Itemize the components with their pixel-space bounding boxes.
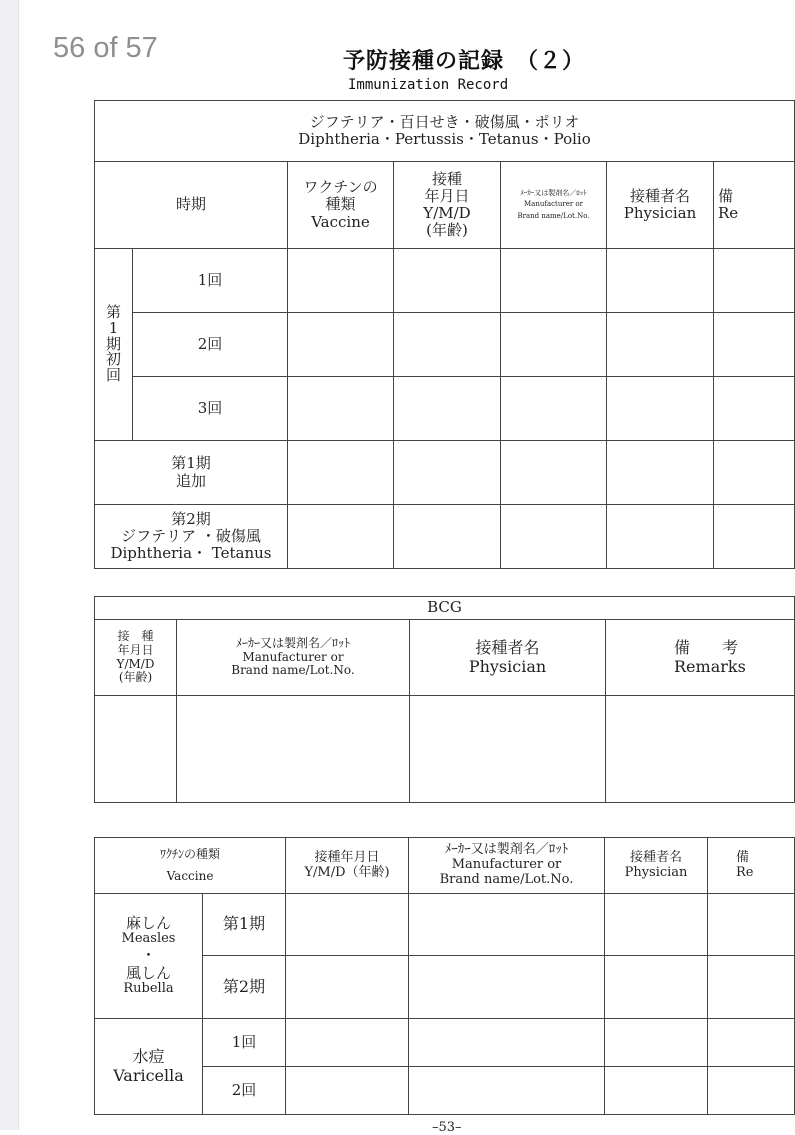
col-remarks-en: Re	[718, 204, 739, 222]
table-row	[95, 894, 795, 956]
mr-col-remarks-header	[708, 838, 795, 894]
col-remarks-ja: 備	[718, 186, 734, 205]
col-date-1: 接種	[431, 169, 462, 188]
dose-2-physician-cell[interactable]	[607, 313, 714, 377]
bcg-remarks-cell[interactable]	[606, 696, 795, 803]
mr-col-remarks-en: Re	[736, 864, 754, 880]
col-date-4: (年齢)	[426, 221, 468, 240]
mr-col-date-header	[286, 838, 409, 894]
dose-3-remarks-cell[interactable]	[714, 377, 795, 441]
dose-1-label: 1回	[133, 249, 288, 313]
page-number: –53–	[432, 1120, 462, 1135]
bcg-col-physician-en: Physician	[468, 656, 547, 676]
varicella-dose-1-label: 1回	[203, 1019, 286, 1067]
booster-date-cell[interactable]	[394, 441, 501, 505]
dpt-heading-ja: ジフテリア・百日せき・破傷風・ポリオ	[309, 112, 580, 131]
bcg-col-maker-header	[177, 620, 410, 696]
dose-3-vaccine-cell[interactable]	[288, 377, 394, 441]
booster-vaccine-cell[interactable]	[288, 441, 394, 505]
varicella-dose-1-date-cell[interactable]	[286, 1019, 409, 1067]
mr-col-physician-ja: 接種者名	[630, 849, 683, 865]
mr-col-physician-en: Physician	[624, 864, 688, 880]
col-remarks-header	[714, 162, 795, 249]
page-counter: 56 of 57	[53, 32, 158, 64]
page-title: 予防接種の記録 （２）	[343, 49, 586, 74]
dpt-heading-en: Diphtheria・Pertussis・Tetanus・Polio	[298, 130, 591, 148]
bcg-col-maker-en-1: Manufacturer or	[242, 649, 344, 664]
dose-1-physician-cell[interactable]	[607, 249, 714, 313]
bcg-col-date-3: Y/M/D	[116, 656, 155, 671]
mr-phase-2-maker-cell[interactable]	[409, 956, 605, 1019]
booster-physician-cell[interactable]	[607, 441, 714, 505]
phase1-char-3: 期	[105, 334, 121, 353]
mr-phase-2-date-cell[interactable]	[286, 956, 409, 1019]
booster-maker-cell[interactable]	[501, 441, 607, 505]
phase2-label-3: Diphtheria・ Tetanus	[110, 544, 272, 563]
measles-en: Measles	[121, 931, 176, 947]
mr-col-vaccine-ja: ﾜｸﾁﾝの種類	[160, 846, 221, 861]
mr-col-vaccine-en: Vaccine	[166, 868, 214, 883]
bcg-col-date-1: 接 種	[117, 628, 154, 643]
page-subtitle: Immunization Record	[348, 77, 509, 93]
dose-3-label: 3回	[133, 377, 288, 441]
bcg-col-physician-ja: 接種者名	[475, 638, 540, 658]
dpt-heading	[95, 101, 795, 162]
col-maker-en-1: Manufacturer or	[524, 200, 583, 209]
dose-2-maker-cell[interactable]	[501, 313, 607, 377]
col-maker-en-2: Brand name/Lot.No.	[517, 211, 590, 220]
bcg-col-maker-ja: ﾒｰｶｰ又は製剤名／ﾛｯﾄ	[235, 635, 350, 650]
varicella-dose-2-label: 2回	[203, 1067, 286, 1115]
booster-label	[95, 441, 288, 505]
dose-3-maker-cell[interactable]	[501, 377, 607, 441]
dose-2-vaccine-cell[interactable]	[288, 313, 394, 377]
phase2-vaccine-cell[interactable]	[288, 505, 394, 569]
mr-col-date-ja: 接種年月日	[314, 849, 380, 865]
phase1-char-1: 第	[105, 303, 121, 322]
rubella-ja: 風しん	[125, 963, 171, 982]
col-physician-header	[607, 162, 714, 249]
table-row	[95, 1019, 795, 1067]
bcg-col-date-2: 年月日	[117, 642, 154, 657]
varicella-dose-1-physician-cell[interactable]	[605, 1019, 708, 1067]
phase2-remarks-cell[interactable]	[714, 505, 795, 569]
measles-rubella-label	[95, 894, 203, 1019]
mr-phase-2-physician-cell[interactable]	[605, 956, 708, 1019]
dose-3-date-cell[interactable]	[394, 377, 501, 441]
phase1-initial-label	[95, 249, 133, 441]
col-physician-ja: 接種者名	[629, 186, 690, 205]
measles-rubella-separator: ・	[140, 946, 156, 965]
phase2-physician-cell[interactable]	[607, 505, 714, 569]
mr-phase-1-maker-cell[interactable]	[409, 894, 605, 956]
booster-remarks-cell[interactable]	[714, 441, 795, 505]
phase2-maker-cell[interactable]	[501, 505, 607, 569]
phase1-char-5: 回	[105, 366, 121, 385]
phase2-label-1: 第2期	[171, 509, 211, 528]
mr-col-vaccine-header	[95, 838, 286, 894]
varicella-dose-1-remarks-cell[interactable]	[708, 1019, 795, 1067]
dose-1-date-cell[interactable]	[394, 249, 501, 313]
varicella-ja: 水痘	[132, 1047, 165, 1067]
varicella-dose-1-maker-cell[interactable]	[409, 1019, 605, 1067]
col-date-2: 年月日	[424, 186, 470, 205]
booster-label-1: 第1期	[171, 454, 211, 473]
table-row	[95, 249, 795, 313]
mr-phase-1-physician-cell[interactable]	[605, 894, 708, 956]
bcg-col-remarks-ja: 備 考	[674, 638, 739, 658]
phase2-label-2: ジフテリア ・破傷風	[121, 526, 261, 545]
bcg-col-physician-header	[410, 620, 606, 696]
measles-ja: 麻しん	[125, 914, 171, 933]
mr-col-remarks-ja: 備	[736, 849, 750, 865]
table-row	[95, 377, 795, 441]
phase2-date-cell[interactable]	[394, 505, 501, 569]
col-maker-ja: ﾒｰｶｰ又は製剤名／ﾛｯﾄ	[520, 189, 587, 198]
varicella-dose-2-date-cell[interactable]	[286, 1067, 409, 1115]
col-vaccine-en: Vaccine	[311, 212, 370, 231]
dose-2-remarks-cell[interactable]	[714, 313, 795, 377]
mr-col-maker-en-1: Manufacturer or	[451, 857, 562, 873]
col-date-3: Y/M/D	[423, 204, 471, 222]
table-row	[95, 505, 795, 569]
mr-col-maker-en-2: Brand name/Lot.No.	[439, 871, 574, 887]
varicella-label	[95, 1019, 203, 1115]
varicella-dose-2-remarks-cell[interactable]	[708, 1067, 795, 1115]
phase1-char-2: 1	[108, 318, 119, 337]
mr-phase-1-date-cell[interactable]	[286, 894, 409, 956]
table-row	[95, 696, 795, 803]
mr-phase-2-remarks-cell[interactable]	[708, 956, 795, 1019]
dose-1-remarks-cell[interactable]	[714, 249, 795, 313]
col-vaccine-ja-2: 種類	[325, 195, 356, 214]
col-date-header	[394, 162, 501, 249]
col-maker-header	[501, 162, 607, 249]
booster-label-2: 追加	[175, 471, 206, 490]
mr-col-maker-ja: ﾒｰｶｰ又は製剤名／ﾛｯﾄ	[444, 842, 569, 858]
col-period-header: 時期	[95, 162, 288, 249]
dose-2-label: 2回	[133, 313, 288, 377]
viewer-sidebar-edge	[0, 0, 19, 1130]
table-row	[95, 313, 795, 377]
dose-1-maker-cell[interactable]	[501, 249, 607, 313]
col-physician-en: Physician	[623, 204, 697, 222]
rubella-en: Rubella	[123, 980, 174, 996]
bcg-heading: BCG	[95, 597, 795, 620]
varicella-dose-2-physician-cell[interactable]	[605, 1067, 708, 1115]
dose-1-vaccine-cell[interactable]	[288, 249, 394, 313]
bcg-col-remarks-header	[606, 620, 795, 696]
dose-2-date-cell[interactable]	[394, 313, 501, 377]
mr-col-physician-header	[605, 838, 708, 894]
bcg-physician-cell[interactable]	[410, 696, 606, 803]
varicella-dose-2-maker-cell[interactable]	[409, 1067, 605, 1115]
dose-3-physician-cell[interactable]	[607, 377, 714, 441]
phase1-char-4: 初	[105, 350, 121, 369]
phase2-label	[95, 505, 288, 569]
mr-col-date-en: Y/M/D（年齢)	[304, 864, 390, 880]
col-vaccine-header	[288, 162, 394, 249]
varicella-en: Varicella	[113, 1065, 184, 1085]
bcg-date-cell[interactable]	[95, 696, 177, 803]
bcg-col-remarks-en: Remarks	[674, 656, 746, 676]
bcg-maker-cell[interactable]	[177, 696, 410, 803]
mr-phase-2-label: 第2期	[203, 956, 286, 1019]
bcg-col-maker-en-2: Brand name/Lot.No.	[231, 663, 355, 678]
table-row	[95, 441, 795, 505]
bcg-col-date-4: (年齢)	[118, 670, 153, 685]
bcg-col-date-header	[95, 620, 177, 696]
mr-phase-1-remarks-cell[interactable]	[708, 894, 795, 956]
mr-col-maker-header	[409, 838, 605, 894]
mr-phase-1-label: 第1期	[203, 894, 286, 956]
col-vaccine-ja-1: ワクチンの	[303, 178, 378, 197]
